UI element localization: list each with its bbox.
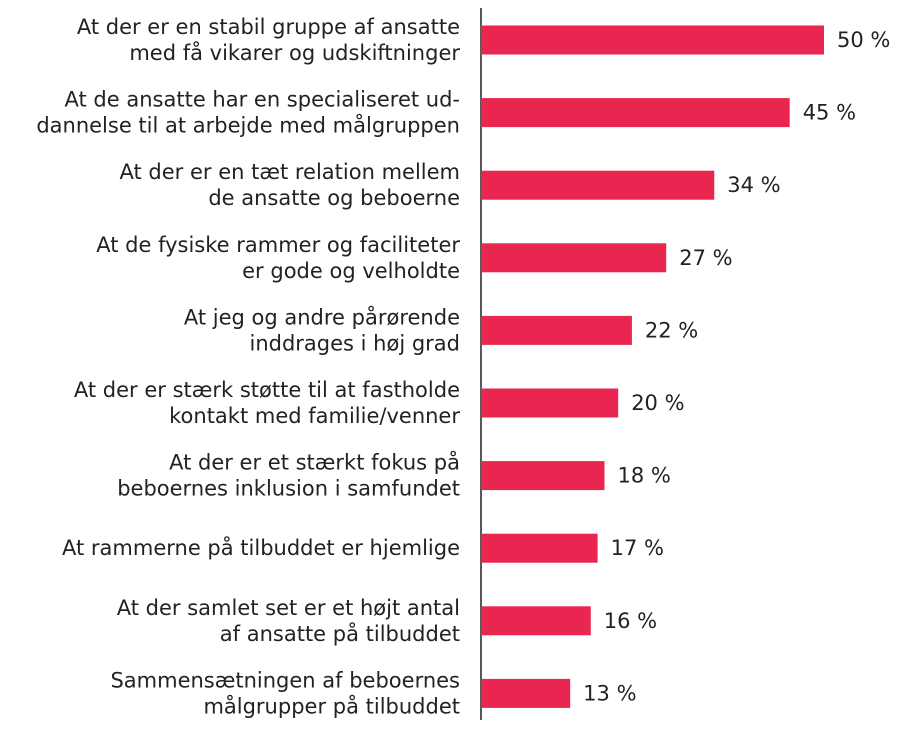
- category-label: med få vikarer og udskiftninger: [129, 41, 460, 65]
- category-label: inddrages i høj grad: [249, 331, 460, 356]
- bar: [481, 534, 598, 563]
- category-label: At der er en tæt relation mellem: [119, 160, 460, 185]
- category-labels-group: [36, 15, 460, 718]
- category-label: At jeg og andre pårørende: [183, 305, 460, 330]
- bar: [481, 98, 790, 127]
- bar: [481, 316, 632, 345]
- category-label: At der er stærk støtte til at fastholde: [73, 378, 460, 402]
- category-label: At der samlet set er et højt antal: [116, 595, 460, 620]
- data-label: 34 %: [727, 173, 781, 198]
- value-labels-group: [583, 28, 890, 705]
- category-label: At der er et stærkt fokus på: [169, 450, 460, 475]
- data-label: 16 %: [603, 608, 658, 633]
- bar: [481, 26, 824, 55]
- data-label: 22 %: [644, 318, 699, 343]
- category-label: beboernes inklusion i samfundet: [117, 476, 460, 501]
- category-label: At de fysiske rammer og faciliteter: [96, 232, 460, 257]
- category-label: er gode og velholdte: [242, 258, 460, 283]
- category-label: de ansatte og beboerne: [208, 186, 460, 211]
- data-label: 45 %: [802, 100, 857, 125]
- data-label: 27 %: [679, 245, 733, 270]
- data-label: 18 %: [617, 463, 671, 488]
- bar: [481, 679, 570, 708]
- bar: [481, 389, 618, 418]
- bars-group: [481, 26, 824, 708]
- category-label: af ansatte på tilbuddet: [219, 621, 460, 646]
- data-label: 20 %: [631, 391, 685, 415]
- category-label: At der er en stabil gruppe af ansatte: [76, 15, 460, 39]
- category-label: målgrupper på tilbuddet: [203, 694, 460, 719]
- bar: [481, 171, 714, 200]
- category-label: At rammerne på tilbuddet er hjemlige: [62, 536, 460, 561]
- bar: [481, 461, 604, 490]
- category-label: At de ansatte har en specialiseret ud-: [64, 87, 460, 112]
- category-label: Sammensætningen af beboernes: [110, 668, 460, 693]
- bar: [481, 606, 591, 635]
- data-label: 13 %: [583, 681, 637, 706]
- category-label: kontakt med familie/venner: [169, 404, 460, 428]
- data-label: 50 %: [837, 28, 891, 52]
- category-label: dannelse til at arbejde med målgruppen: [36, 113, 460, 138]
- bar: [481, 243, 666, 272]
- data-label: 17 %: [610, 536, 664, 561]
